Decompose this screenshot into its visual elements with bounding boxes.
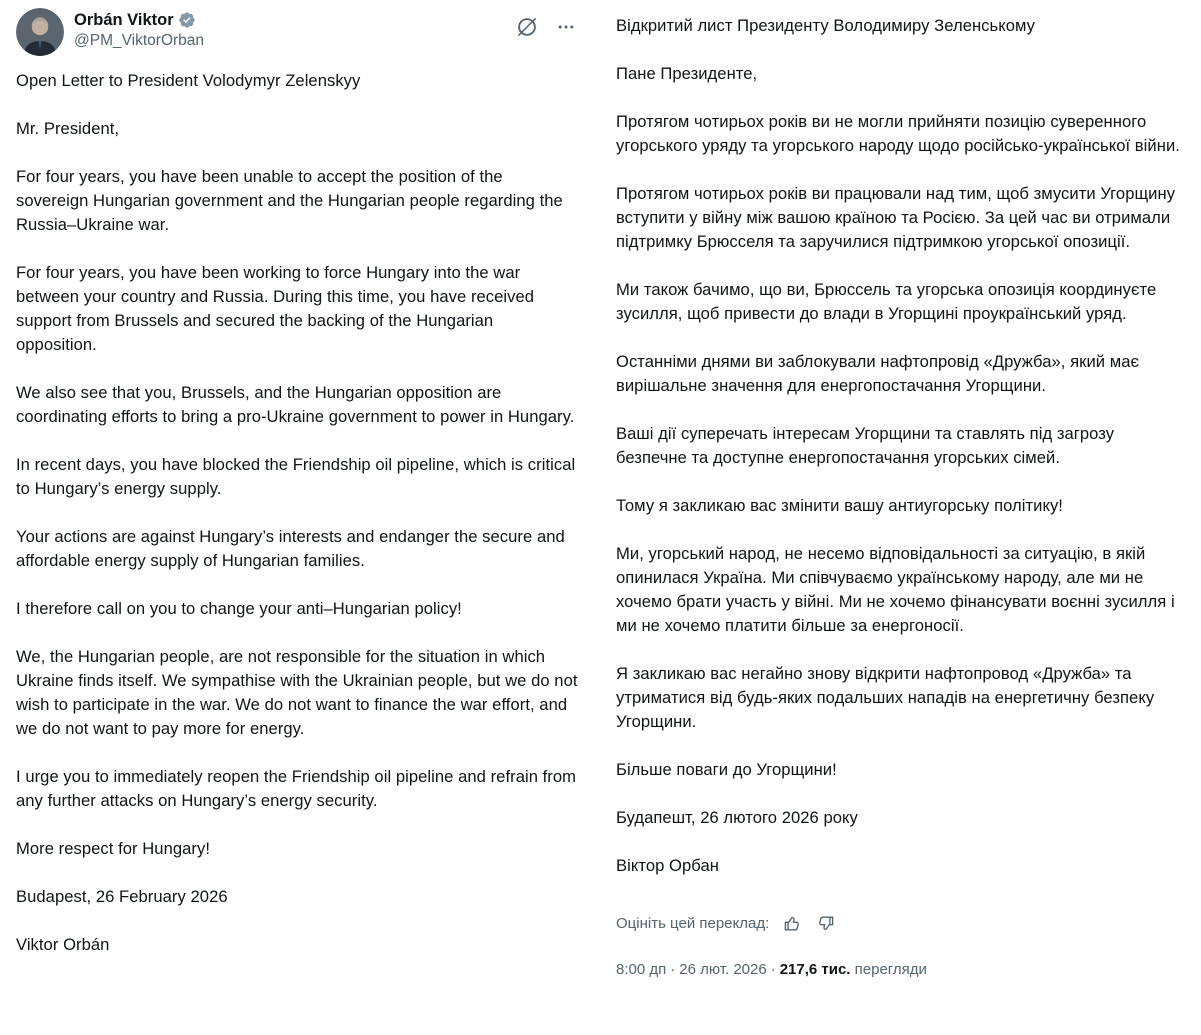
original-paragraph: Mr. President, bbox=[16, 119, 120, 138]
translation-paragraph: Я закликаю вас негайно знову відкрити нафтопровод «Дружба» та утриматися від будь-яких подальших нападів на енергетичну безпеку Угорщини. bbox=[616, 664, 1155, 731]
post-meta-row bbox=[616, 960, 1188, 980]
post-header bbox=[16, 8, 578, 56]
translation-paragraph: Протягом чотирьох років ви працювали над тим, щоб змусити Угорщину вступити у війну між вашою країною та Росією. За цей час ви отримали підтримку Брюсселя та заручилися підтримкою угорської опозиції. bbox=[616, 184, 1176, 251]
rating-label: Оцініть цей переклад: bbox=[616, 915, 770, 932]
translation-paragraph: Пане Президенте, bbox=[616, 64, 758, 83]
author-handle[interactable]: @PM_ViktorOrban bbox=[74, 32, 205, 49]
translation-paragraph: Віктор Орбан bbox=[616, 856, 719, 875]
translation-paragraph: Будапешт, 26 лютого 2026 року bbox=[616, 808, 858, 827]
translation-rating-row bbox=[616, 914, 1188, 933]
original-paragraph: We also see that you, Brussels, and the Hungarian opposition are coordinating efforts to bring a pro-Ukraine government to power in Hungary. bbox=[16, 383, 575, 426]
thumbs-up-icon[interactable] bbox=[783, 914, 802, 933]
original-paragraph: Your actions are against Hungary’s interests and endanger the secure and affordable energy supply of Hungarian families. bbox=[16, 527, 565, 570]
original-paragraph: For four years, you have been working to force Hungary into the war between your country and Russia. During this time, you have received support from Brussels and secured the backing of the Hungarian opposition. bbox=[16, 263, 535, 354]
meta-separator: · bbox=[770, 961, 776, 978]
translation-paragraph: Ми також бачимо, що ви, Брюссель та угорська опозиція координуєте зусилля, щоб привести до влади в Угорщині проукраїнський уряд. bbox=[616, 280, 1157, 323]
post-time: 8:00 дп bbox=[616, 961, 667, 978]
original-paragraph: Open Letter to President Volodymyr Zelenskyy bbox=[16, 71, 361, 90]
translation-paragraph: Відкритий лист Президенту Володимиру Зеленському bbox=[616, 16, 1035, 35]
translation-paragraph: Більше поваги до Угорщини! bbox=[616, 760, 837, 779]
translation-paragraph: Тому я закликаю вас змінити вашу антиугорську політику! bbox=[616, 496, 1063, 515]
original-paragraph: Budapest, 26 February 2026 bbox=[16, 887, 228, 906]
translation-paragraph: Ваші дії суперечать інтересам Угорщини та ставлять під загрозу безпечне та доступне енергопостачання угорських сімей. bbox=[616, 424, 1115, 467]
views-label: перегляди bbox=[854, 961, 927, 978]
author-identity bbox=[74, 8, 204, 51]
translation-column bbox=[616, 8, 1188, 980]
grok-icon[interactable] bbox=[516, 16, 538, 38]
original-paragraph: In recent days, you have blocked the Friendship oil pipeline, which is critical to Hungary’s energy supply. bbox=[16, 455, 576, 498]
post-date: 26 лют. 2026 bbox=[679, 961, 767, 978]
original-paragraph: For four years, you have been unable to accept the position of the sovereign Hungarian government and the Hungarian people regarding the Russia–Ukraine war. bbox=[16, 167, 563, 234]
translation-paragraph: Ми, угорський народ, не несемо відповідальності за ситуацію, в якій опинилася Україна. Ми співчуваємо українському народу, але ми не хочемо брати участь у війні. Ми не хочемо фінансувати воєнні зусилля і ми не хочемо платити більше за енергоносії. bbox=[616, 544, 1175, 635]
original-paragraph: I therefore call on you to change your anti–Hungarian policy! bbox=[16, 599, 462, 618]
avatar[interactable] bbox=[16, 8, 64, 56]
views-count: 217,6 тис. bbox=[779, 961, 851, 978]
author-name[interactable]: Orbán Viktor bbox=[74, 11, 174, 29]
verified-badge-icon bbox=[178, 11, 196, 29]
original-paragraph: I urge you to immediately reopen the Friendship oil pipeline and refrain from any further attacks on Hungary’s energy security. bbox=[16, 767, 577, 810]
thumbs-down-icon[interactable] bbox=[816, 914, 835, 933]
translation-paragraph: Протягом чотирьох років ви не могли прийняти позицію суверенного угорського уряду та угорського народу щодо російсько-української війни. bbox=[616, 112, 1180, 155]
original-paragraph: More respect for Hungary! bbox=[16, 839, 210, 858]
meta-separator: · bbox=[670, 961, 676, 978]
post-header-actions bbox=[516, 8, 578, 38]
more-icon[interactable] bbox=[556, 17, 576, 37]
original-paragraph: Viktor Orbán bbox=[16, 935, 110, 954]
translation-paragraph: Останніми днями ви заблокували нафтопровід «Дружба», який має вирішальне значення для енергопостачання Угорщини. bbox=[616, 352, 1140, 395]
original-paragraph: We, the Hungarian people, are not responsible for the situation in which Ukraine finds itself. We sympathise with the Ukrainian people, but we do not wish to participate in the war. We do not want to finance the war effort, and we do not want to pay more for energy. bbox=[16, 647, 578, 738]
original-post-column bbox=[16, 8, 578, 957]
